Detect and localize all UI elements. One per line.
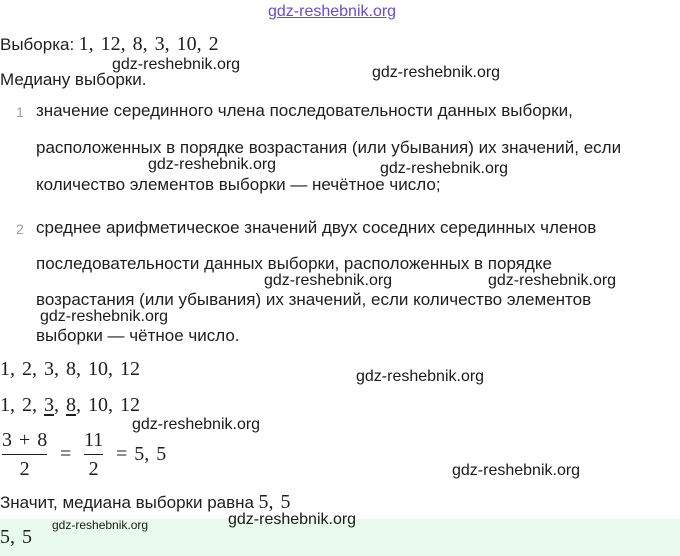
fraction-numerator: 11 — [84, 429, 104, 451]
definition-line: значение серединного члена последовательности данных выборки, — [36, 101, 573, 120]
fraction-left — [2, 428, 47, 481]
watermark: gdz-reshebnik.org — [372, 64, 501, 81]
watermark: gdz-reshebnik.org — [228, 511, 357, 528]
list-number: 1 — [16, 104, 24, 120]
definition-line: выборки — чётное число. — [36, 326, 240, 345]
seq-part: 1, 2, — [0, 394, 44, 416]
definition-line: количество элементов выборки — нечётное число; — [36, 175, 441, 194]
watermark: gdz-reshebnik.org — [132, 416, 261, 433]
sample-line — [0, 32, 219, 56]
answer-value: 5, 5 — [0, 526, 32, 548]
definition-line: последовательности данных выборки, расположенных в порядке — [36, 254, 552, 273]
watermark: gdz-reshebnik.org — [356, 368, 485, 385]
fraction-bar — [2, 454, 47, 455]
conclusion-value: 5, 5 — [258, 491, 291, 513]
definition-line: расположенных в порядке возрастания (или убывания) их значений, если — [36, 138, 622, 157]
watermark: gdz-reshebnik.org — [268, 3, 397, 20]
median-heading: Медиану выборки. — [0, 70, 147, 89]
sorted-sequence: 1, 2, 3, 8, 10, 12 — [0, 358, 140, 380]
definition-line: возрастания (или убывания) их значений, если количество элементов — [36, 290, 592, 309]
watermark: gdz-reshebnik.org — [264, 272, 393, 289]
watermark: gdz-reshebnik.org — [380, 160, 509, 177]
equals-sign: = — [60, 443, 72, 465]
watermark: gdz-reshebnik.org — [488, 272, 617, 289]
sample-values: 1, 12, 8, 3, 10, 2 — [78, 33, 219, 55]
list-number: 2 — [16, 221, 24, 237]
sorted-sequence-marked — [0, 393, 140, 417]
watermark: gdz-reshebnik.org — [52, 518, 149, 532]
sample-label: Выборка: — [0, 35, 75, 54]
fraction-bar — [84, 454, 103, 455]
formula-result: = 5, 5 — [116, 443, 167, 465]
middle-value-1: 3 — [44, 394, 54, 416]
fraction-denominator: 2 — [88, 458, 99, 480]
middle-value-2: 8 — [66, 394, 76, 416]
seq-part: , — [54, 394, 66, 416]
fraction-numerator: 3 + 8 — [2, 429, 48, 451]
fraction-denominator: 2 — [19, 458, 30, 480]
watermark: gdz-reshebnik.org — [40, 308, 169, 325]
seq-part: , 10, 12 — [76, 394, 140, 416]
watermark: gdz-reshebnik.org — [148, 156, 277, 173]
conclusion-text: Значит, медиана выборки равна — [0, 493, 254, 512]
watermark: gdz-reshebnik.org — [452, 462, 581, 479]
definition-line: среднее арифметическое значений двух соседних серединных членов — [36, 218, 597, 237]
fraction-right — [84, 428, 103, 481]
watermark: gdz-reshebnik.org — [112, 56, 241, 73]
